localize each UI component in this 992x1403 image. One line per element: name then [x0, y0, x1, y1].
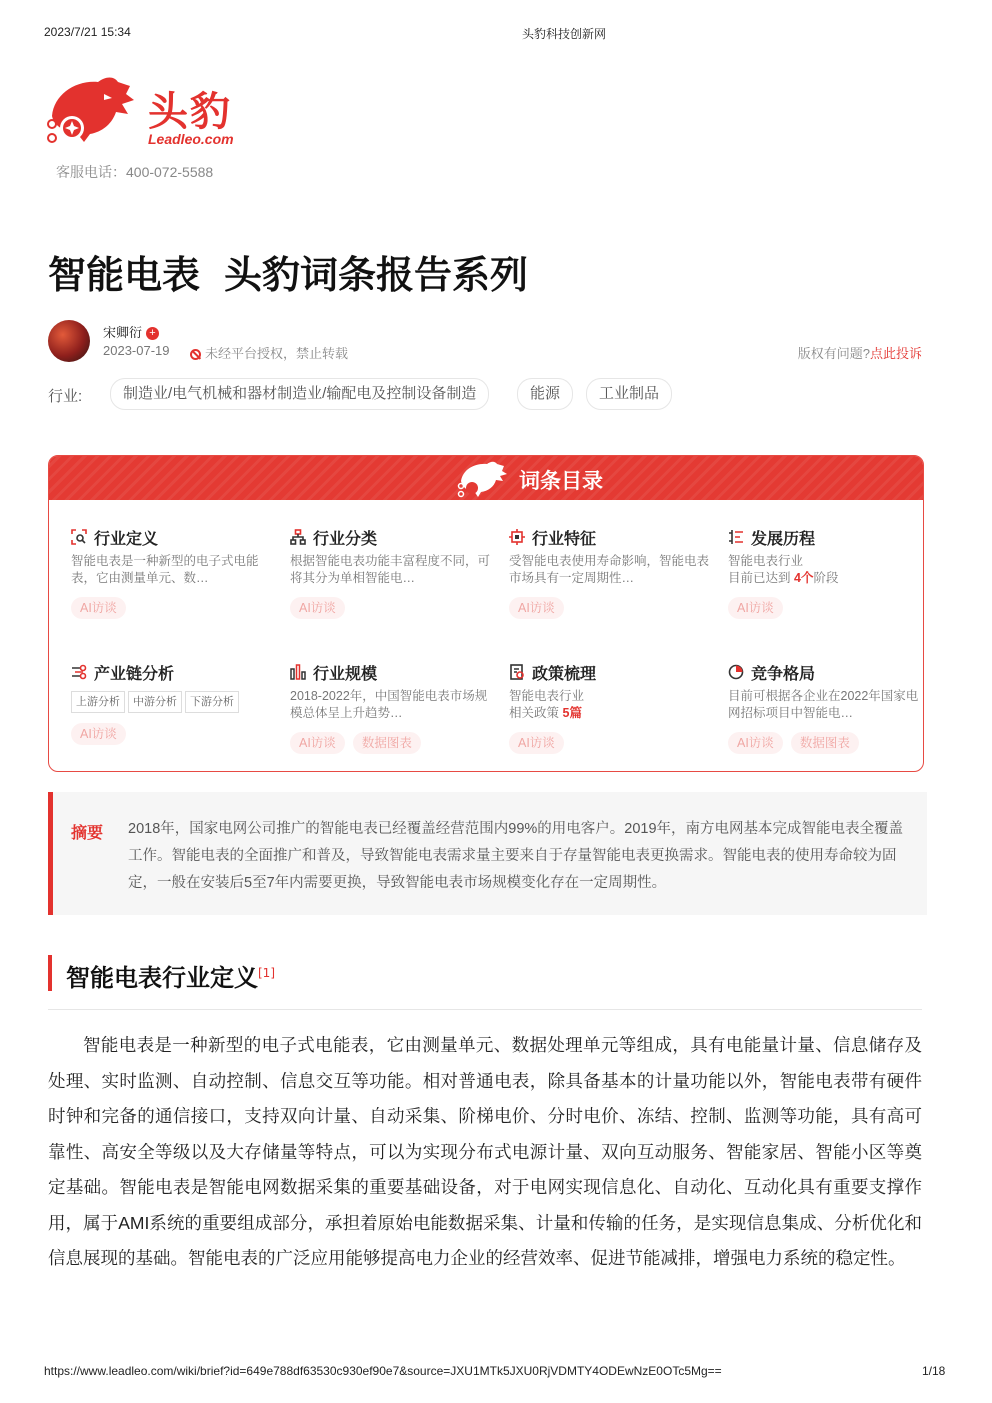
copyright-question: 版权有问题? [797, 346, 870, 361]
downstream-tag[interactable]: 下游分析 [185, 691, 239, 713]
no-repost-notice [190, 343, 348, 362]
print-footer-url: https://www.leadleo.com/wiki/brief?id=649e788df63530c930ef90e7&source=JXU1MTk5JXU0RjVDMTY4ODEwNzE0OTc5Mg== [44, 1364, 722, 1378]
toc-item-desc [509, 688, 709, 722]
ai-interview-chip[interactable]: AI访谈 [290, 597, 345, 619]
toc-item-title: 产业链分析 [94, 665, 175, 683]
brand-name: 头豹 [148, 89, 232, 135]
feature-icon [509, 529, 525, 545]
publish-date: 2023-07-19 [103, 343, 170, 358]
follow-plus-icon[interactable]: + [146, 327, 159, 340]
midstream-tag[interactable]: 中游分析 [128, 691, 182, 713]
no-repost-text: 未经平台授权，禁止转载 [205, 346, 349, 361]
brand-domain: Leadleo.com [148, 131, 234, 147]
ai-interview-chip[interactable]: AI访谈 [728, 597, 783, 619]
toc-item-title: 行业特征 [532, 530, 597, 548]
toc-item-desc: 目前可根据各企业在2022年国家电网招标项目中智能电… [728, 689, 919, 720]
toc-item-history[interactable] [728, 526, 924, 619]
toc-item-desc: 受智能电表使用寿命影响，智能电表市场具有一定周期性… [509, 554, 709, 585]
industry-label: 行业: [48, 388, 83, 405]
chain-icon [71, 664, 87, 680]
toc-item-title: 行业分类 [313, 530, 378, 548]
toc-item-title: 发展历程 [751, 530, 816, 548]
section-heading [48, 955, 275, 991]
desc-highlight: 5篇 [562, 706, 582, 720]
no-entry-icon [190, 349, 201, 360]
search-doc-icon [71, 529, 87, 545]
summary-text: 2018年，国家电网公司推广的智能电表已经覆盖经营范围内99%的用电客户。2019年，南方电网基本完成智能电表全覆盖工作。智能电表的全面推广和普及，导致智能电表需求量主要来自于存量智能电表更换需求。智能电表的使用寿命较为固定，一般在安装后5至7年内需要更换，导致智能电表市场规模变化存在一定周期性。 [128, 821, 904, 891]
desc-highlight: 4个 [794, 571, 814, 585]
data-chart-chip[interactable]: 数据图表 [791, 732, 859, 754]
page-title [48, 244, 528, 299]
desc-line: 阶段 [813, 571, 839, 585]
ai-interview-chip[interactable]: AI访谈 [290, 732, 345, 754]
toc-item-title: 政策梳理 [532, 665, 597, 683]
ai-interview-chip[interactable]: AI访谈 [509, 732, 564, 754]
summary-box [48, 792, 927, 915]
toc-item-competition[interactable] [728, 661, 924, 754]
reference-link[interactable]: [1] [258, 966, 275, 980]
title-main: 智能电表 [48, 253, 201, 297]
timeline-icon [728, 529, 744, 545]
toc-item-policy[interactable] [509, 661, 709, 754]
ai-interview-chip[interactable]: AI访谈 [728, 732, 783, 754]
hotline: 客服电话：400-072-5588 [56, 164, 214, 180]
section-heading-text: 智能电表行业定义 [66, 964, 258, 992]
copyright-complaint [798, 343, 922, 362]
author-line [103, 322, 159, 341]
pie-chart-icon [728, 664, 744, 680]
toc-item-desc [728, 553, 924, 587]
section-divider [48, 1009, 922, 1010]
page-number: 1/18 [922, 1364, 946, 1378]
toc-header [49, 456, 923, 500]
leopard-logo-icon[interactable] [46, 72, 146, 152]
title-series: 头豹词条报告系列 [224, 253, 529, 297]
upstream-tag[interactable]: 上游分析 [71, 691, 125, 713]
toc-title: 词条目录 [519, 469, 603, 493]
toc-item-title: 竞争格局 [751, 665, 816, 683]
desc-line: 目前已达到 [728, 571, 791, 585]
print-site-title: 头豹科技创新网 [522, 27, 607, 41]
toc-item-title: 行业规模 [313, 665, 378, 683]
desc-line: 相关政策 [509, 706, 560, 720]
toc-leopard-icon [457, 459, 513, 499]
toc-item-classification[interactable] [290, 526, 490, 619]
toc-item-scale[interactable] [290, 661, 490, 754]
complaint-link[interactable]: 点此投诉 [869, 346, 922, 361]
toc-item-desc: 根据智能电表功能丰富程度不同，可将其分为单相智能电… [290, 554, 490, 585]
data-chart-chip[interactable]: 数据图表 [353, 732, 421, 754]
industry-tag[interactable]: 制造业/电气机械和器材制造业/输配电及控制设备制造 [110, 378, 489, 410]
ai-interview-chip[interactable]: AI访谈 [71, 723, 126, 745]
toc-item-desc: 2018-2022年，中国智能电表市场规模总体呈上升趋势… [290, 689, 488, 720]
avatar[interactable] [48, 320, 90, 362]
desc-line: 智能电表行业 [509, 689, 585, 703]
print-datetime: 2023/7/21 15:34 [44, 25, 131, 39]
desc-line: 智能电表行业 [728, 554, 804, 568]
toc-panel [48, 455, 924, 772]
hierarchy-icon [290, 529, 306, 545]
bar-chart-icon [290, 664, 306, 680]
toc-item-features[interactable] [509, 526, 709, 619]
toc-item-desc: 智能电表是一种新型的电子式电能表，它由测量单元、数… [71, 554, 259, 585]
industry-tag[interactable]: 能源 [517, 378, 573, 410]
industry-tag[interactable]: 工业制品 [586, 378, 672, 410]
ai-interview-chip[interactable]: AI访谈 [71, 597, 126, 619]
toc-item-chain[interactable] [71, 661, 271, 745]
ai-interview-chip[interactable]: AI访谈 [509, 597, 564, 619]
toc-item-title: 行业定义 [94, 530, 159, 548]
toc-item-definition[interactable] [71, 526, 271, 619]
author-name[interactable]: 宋卿衍 [103, 325, 143, 340]
section-body: 智能电表是一种新型的电子式电能表，它由测量单元、数据处理单元等组成，具有电能量计量、信息储存及处理、实时监测、自动控制、信息交互等功能。相对普通电表，除具备基本的计量功能以外，智能电表带有硬件时钟和完备的通信接口，支持双向计量、自动采集、阶梯电价、分时电价、冻结、控制、监测等功能，具有高可靠性、高安全等级以及大存储量等特点，可以为实现分布式电源计量、双向互动服务、智能家居、智能小区等奠定基础。智能电表是智能电网数据采集的重要基础设备，对于电网实现信息化、自动化、互动化具有重要支撑作用，属于AMI系统的重要组成部分，承担着原始电能数据采集、计量和传输的任务，是实现信息集成、分析优化和信息展现的基础。智能电表的广泛应用能够提高电力企业的经营效率、促进节能减排，增强电力系统的稳定性。 [48, 1035, 922, 1268]
summary-label: 摘要 [71, 825, 104, 842]
policy-icon [509, 664, 525, 680]
